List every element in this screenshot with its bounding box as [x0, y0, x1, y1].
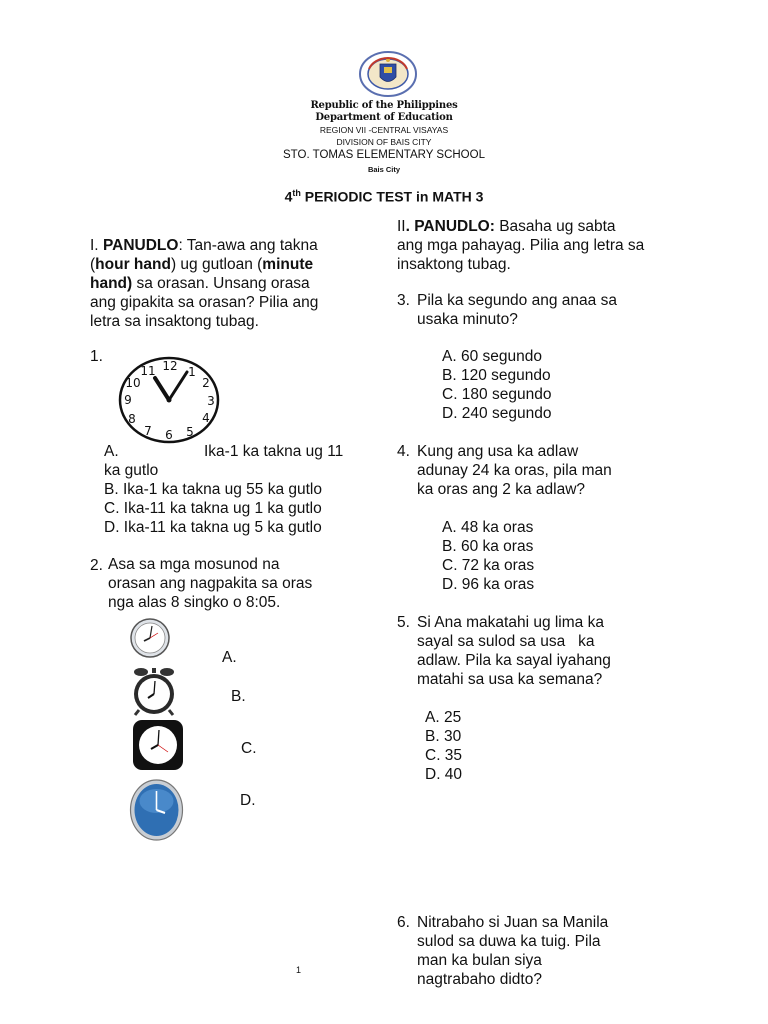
part2-numeral: II — [397, 218, 406, 235]
question-2-number: 2. — [90, 557, 103, 574]
question-2-line3: nga alas 8 singko o 8:05. — [108, 594, 281, 611]
header-school: STO. TOMAS ELEMENTARY SCHOOL — [283, 149, 485, 161]
clock-numeral: 6 — [165, 428, 173, 442]
question-5-line4: matahi sa usa ka semana? — [417, 671, 603, 688]
q2-choice-c: C. — [241, 740, 257, 757]
q5-choice-a: A. 25 — [425, 709, 462, 726]
question-4-line2: adunay 24 ka oras, pila man — [417, 462, 612, 479]
q1-choice-a-letter: A. — [104, 443, 119, 460]
part1-instruction-line2 — [90, 255, 313, 274]
clock-numeral: 4 — [202, 411, 210, 425]
part1-instruction-line5: letra sa insaktong tubag. — [90, 313, 259, 330]
part1-text: ( — [90, 256, 96, 273]
q4-choice-c: C. 72 ka oras — [442, 557, 535, 574]
title-number: 4 — [284, 188, 293, 205]
header-department: Department of Education — [315, 112, 453, 123]
question-4-line1: Kung ang usa ka adlaw — [417, 443, 579, 460]
part1-text: sa orasan. Unsang orasa — [132, 275, 310, 292]
q1-choice-b: B. Ika-1 ka takna ug 55 ka gutlo — [104, 481, 322, 498]
clock-numeral: 9 — [124, 393, 132, 407]
part1-instruction-line3 — [90, 274, 310, 293]
q1-choice-a-text-cont: ka gutlo — [104, 462, 159, 479]
minute-term: minute — [262, 256, 314, 273]
question-2-line1: Asa sa mga mosunod na — [108, 556, 280, 573]
part1-instruction-line1 — [90, 236, 318, 255]
q2-choice-d: D. — [240, 792, 256, 809]
q5-choice-d: D. 40 — [425, 766, 463, 783]
q1-choice-c: C. Ika-11 ka takna ug 1 ka gutlo — [104, 500, 322, 517]
clock-numeral: 12 — [162, 359, 178, 373]
q3-choice-c: C. 180 segundo — [442, 386, 552, 403]
q4-choice-d: D. 96 ka oras — [442, 576, 535, 593]
part2-instruction-line1 — [397, 217, 616, 236]
q2-choice-a: A. — [222, 649, 237, 666]
page-title — [0, 188, 768, 205]
analog-clock-image — [118, 356, 220, 444]
question-6-line2: sulod sa duwa ka tuig. Pila — [417, 933, 601, 950]
header-division: DIVISION OF BAIS CITY — [336, 137, 432, 147]
question-4-number: 4. — [397, 443, 410, 460]
title-superscript: th — [292, 188, 301, 198]
q3-choice-b: B. 120 segundo — [442, 367, 551, 384]
part2-label: . PANUDLO: — [405, 218, 495, 235]
q2-choice-b: B. — [231, 688, 246, 705]
clock-numeral: 3 — [207, 394, 215, 408]
part2-instruction-line2: ang mga pahayag. Pilia ang letra sa — [397, 237, 645, 254]
title-text: PERIODIC TEST in MATH 3 — [300, 188, 484, 205]
clock-numeral: 10 — [125, 376, 141, 390]
header-region: REGION VII -CENTRAL VISAYAS — [319, 125, 449, 135]
clock-numeral: 11 — [140, 364, 156, 378]
wall-clock-icon — [128, 618, 172, 658]
part2-instruction-line3: insaktong tubag. — [397, 256, 511, 273]
header-republic: Republic of the Philippines — [310, 100, 458, 111]
part1-numeral: I. — [90, 237, 99, 254]
part1-text: ) ug gutloan ( — [170, 256, 263, 273]
q5-choice-c: C. 35 — [425, 747, 463, 764]
square-clock-icon — [132, 719, 184, 771]
q4-choice-b: B. 60 ka oras — [442, 538, 534, 555]
question-1-number: 1. — [90, 348, 103, 365]
clock-numeral: 8 — [128, 412, 136, 426]
q1-choice-d: D. Ika-11 ka takna ug 5 ka gutlo — [104, 519, 322, 536]
clock-numeral: 1 — [188, 365, 196, 379]
blue-clock-icon — [129, 779, 184, 841]
question-6-line4: nagtrabaho didto? — [417, 971, 542, 988]
part2-text: Basaha ug sabta — [494, 218, 616, 235]
part1-text: : Tan-awa ang takna — [178, 237, 318, 254]
question-5-line3: adlaw. Pila ka sayal iyahang — [417, 652, 611, 669]
part1-instruction-line4: ang gipakita sa orasan? Pilia ang — [90, 294, 319, 311]
question-4-line3: ka oras ang 2 ka adlaw? — [417, 481, 586, 498]
question-6-line3: man ka bulan siya — [417, 952, 542, 969]
question-5-line2: sayal sa sulod sa usa ka — [417, 633, 595, 650]
q3-choice-d: D. 240 segundo — [442, 405, 552, 422]
question-2-line2: orasan ang nagpakita sa oras — [108, 575, 313, 592]
page-number: 1 — [296, 965, 302, 975]
question-5-number: 5. — [397, 614, 410, 631]
part1-label: PANUDLO — [102, 237, 179, 254]
clock-numeral: 5 — [186, 425, 194, 439]
hour-hand-term: hour hand — [95, 256, 171, 273]
question-5-line1: Si Ana makatahi ug lima ka — [417, 614, 604, 631]
q1-choice-a-text: Ika-1 ka takna ug 11 — [204, 443, 344, 460]
question-6-number: 6. — [397, 914, 410, 931]
hand-term: hand) — [90, 275, 133, 292]
header-city: Bais City — [367, 165, 401, 174]
q5-choice-b: B. 30 — [425, 728, 462, 745]
question-3-line2: usaka minuto? — [417, 311, 518, 328]
alarm-clock-icon — [131, 666, 177, 716]
question-3-line1: Pila ka segundo ang anaa sa — [417, 292, 617, 309]
clock-numeral: 7 — [144, 424, 152, 438]
q4-choice-a: A. 48 ka oras — [442, 519, 534, 536]
deped-seal — [359, 51, 417, 97]
clock-numeral: 2 — [202, 376, 210, 390]
question-6-line1: Nitrabaho si Juan sa Manila — [417, 914, 609, 931]
question-3-number: 3. — [397, 292, 410, 309]
q3-choice-a: A. 60 segundo — [442, 348, 542, 365]
